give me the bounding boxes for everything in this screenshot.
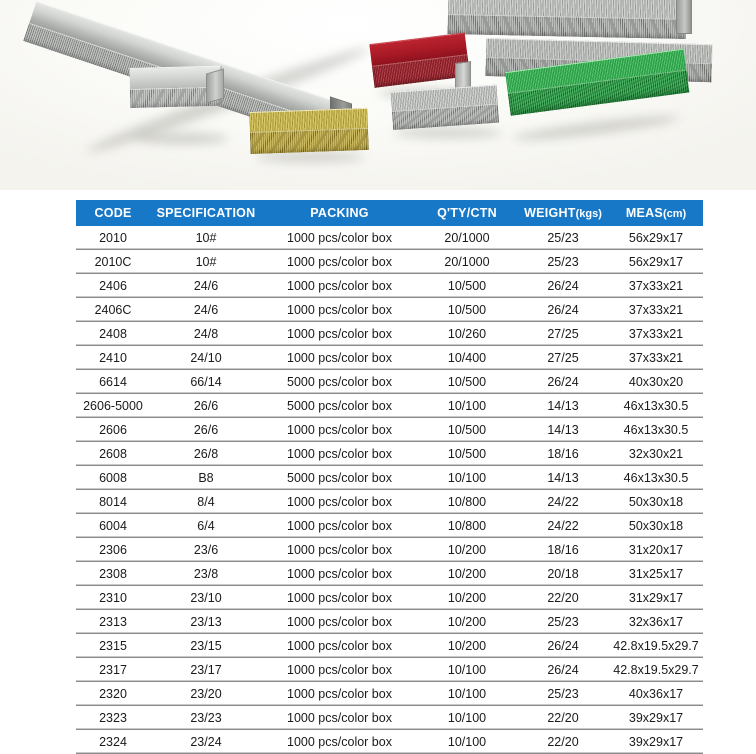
cell-code: 2406 (76, 274, 150, 298)
table-row (76, 586, 703, 610)
cell-code: 2317 (76, 658, 150, 682)
table-row (76, 730, 703, 754)
cell-weight: 26/24 (517, 274, 609, 298)
table-row (76, 466, 703, 490)
cell-specification: 23/23 (150, 706, 262, 730)
table-row (76, 274, 703, 298)
cell-weight: 27/25 (517, 322, 609, 346)
cell-packing: 1000 pcs/color box (262, 226, 417, 250)
column-header-meas-label: MEAS (625, 206, 663, 220)
cell-specification: 24/6 (150, 298, 262, 322)
cell-code: 2313 (76, 610, 150, 634)
cell-meas: 37x33x21 (609, 346, 703, 370)
cell-weight: 25/23 (517, 682, 609, 706)
cell-code: 2608 (76, 442, 150, 466)
cell-qty-ctn: 10/200 (417, 610, 517, 634)
cell-code: 6614 (76, 370, 150, 394)
column-header-code-label: CODE (94, 206, 132, 220)
cell-qty-ctn: 10/100 (417, 706, 517, 730)
cell-code: 2323 (76, 706, 150, 730)
table-row (76, 394, 703, 418)
cell-packing: 1000 pcs/color box (262, 514, 417, 538)
cell-qty-ctn: 10/800 (417, 514, 517, 538)
column-header-weight-unit: (kgs) (575, 208, 602, 220)
cell-packing: 5000 pcs/color box (262, 466, 417, 490)
cell-packing: 1000 pcs/color box (262, 706, 417, 730)
cell-packing: 1000 pcs/color box (262, 346, 417, 370)
cell-code: 2010C (76, 250, 150, 274)
table-row (76, 538, 703, 562)
cell-packing: 1000 pcs/color box (262, 250, 417, 274)
cell-specification: 26/8 (150, 442, 262, 466)
cell-meas: 56x29x17 (609, 226, 703, 250)
cell-code: 6008 (76, 466, 150, 490)
cell-weight: 18/16 (517, 538, 609, 562)
table-row (76, 562, 703, 586)
table-row (76, 250, 703, 274)
table-row (76, 298, 703, 322)
cell-qty-ctn: 20/1000 (417, 226, 517, 250)
cell-meas: 46x13x30.5 (609, 418, 703, 442)
cell-specification: 23/13 (150, 610, 262, 634)
cell-specification: 23/6 (150, 538, 262, 562)
cell-weight: 26/24 (517, 634, 609, 658)
cell-meas: 37x33x21 (609, 322, 703, 346)
product-photo (0, 0, 756, 190)
column-header-packing-label: PACKING (310, 206, 369, 220)
shadow-bottom-silver (394, 128, 502, 138)
cell-specification: 23/20 (150, 682, 262, 706)
cell-weight: 25/23 (517, 226, 609, 250)
cell-qty-ctn: 10/800 (417, 490, 517, 514)
cell-specification: 10# (150, 226, 262, 250)
column-header-packing (262, 200, 417, 226)
cell-weight: 22/20 (517, 706, 609, 730)
cell-packing: 1000 pcs/color box (262, 562, 417, 586)
table-row (76, 634, 703, 658)
cell-weight: 14/13 (517, 418, 609, 442)
cell-meas: 40x30x20 (609, 370, 703, 394)
cell-meas: 31x25x17 (609, 562, 703, 586)
cell-code: 2315 (76, 634, 150, 658)
cell-meas: 32x36x17 (609, 610, 703, 634)
cell-weight: 24/22 (517, 514, 609, 538)
cell-qty-ctn: 10/500 (417, 298, 517, 322)
cell-qty-ctn: 10/200 (417, 586, 517, 610)
column-header-code (76, 200, 150, 226)
cell-specification: 24/6 (150, 274, 262, 298)
specification-table (76, 200, 703, 754)
cell-weight: 25/23 (517, 250, 609, 274)
cell-weight: 14/13 (517, 466, 609, 490)
cell-code: 2010 (76, 226, 150, 250)
cell-specification: 10# (150, 250, 262, 274)
top-right-strip-end-cap (676, 0, 692, 34)
red-strip-end-cap (455, 61, 471, 89)
cell-meas: 31x20x17 (609, 538, 703, 562)
cell-weight: 26/24 (517, 658, 609, 682)
column-header-weight (517, 200, 609, 226)
table-row (76, 658, 703, 682)
cell-packing: 1000 pcs/color box (262, 634, 417, 658)
cell-specification: 26/6 (150, 394, 262, 418)
cell-weight: 24/22 (517, 490, 609, 514)
cell-weight: 20/18 (517, 562, 609, 586)
cell-code: 2324 (76, 730, 150, 754)
cell-specification: 23/24 (150, 730, 262, 754)
table-row (76, 490, 703, 514)
cell-weight: 18/16 (517, 442, 609, 466)
cell-weight: 26/24 (517, 298, 609, 322)
cell-specification: 6/4 (150, 514, 262, 538)
cell-packing: 1000 pcs/color box (262, 322, 417, 346)
cell-qty-ctn: 10/200 (417, 562, 517, 586)
cell-specification: 23/15 (150, 634, 262, 658)
cell-code: 2308 (76, 562, 150, 586)
table-row (76, 682, 703, 706)
cell-meas: 37x33x21 (609, 298, 703, 322)
cell-meas: 50x30x18 (609, 490, 703, 514)
cell-code: 2406C (76, 298, 150, 322)
table-header-row (76, 200, 703, 226)
cell-meas: 56x29x17 (609, 250, 703, 274)
column-header-weight-label: WEIGHT (524, 206, 576, 220)
table-row (76, 322, 703, 346)
specification-table-wrapper (76, 200, 703, 754)
cell-weight: 26/24 (517, 370, 609, 394)
table-body (76, 226, 703, 754)
cell-packing: 1000 pcs/color box (262, 610, 417, 634)
cell-qty-ctn: 10/100 (417, 394, 517, 418)
table-row (76, 442, 703, 466)
cell-code: 2320 (76, 682, 150, 706)
column-header-meas (609, 200, 703, 226)
cell-qty-ctn: 10/100 (417, 730, 517, 754)
silver-staple-strip-top-right (448, 0, 687, 39)
cell-code: 2410 (76, 346, 150, 370)
cell-meas: 31x29x17 (609, 586, 703, 610)
gold-staple-strip (249, 108, 368, 154)
cell-packing: 1000 pcs/color box (262, 274, 417, 298)
cell-meas: 42.8x19.5x29.7 (609, 634, 703, 658)
cell-qty-ctn: 10/100 (417, 466, 517, 490)
table-header (76, 200, 703, 226)
cell-qty-ctn: 10/200 (417, 538, 517, 562)
cell-qty-ctn: 20/1000 (417, 250, 517, 274)
table-row (76, 706, 703, 730)
cell-meas: 42.8x19.5x29.7 (609, 658, 703, 682)
cell-packing: 5000 pcs/color box (262, 394, 417, 418)
column-header-qty-ctn-label: Q'TY/CTN (437, 206, 497, 220)
cell-meas: 39x29x17 (609, 730, 703, 754)
column-header-specification-label: SPECIFICATION (156, 206, 256, 220)
cell-qty-ctn: 10/500 (417, 418, 517, 442)
table-row (76, 226, 703, 250)
cell-packing: 1000 pcs/color box (262, 418, 417, 442)
cell-specification: 23/10 (150, 586, 262, 610)
cell-packing: 1000 pcs/color box (262, 298, 417, 322)
cell-specification: 26/6 (150, 418, 262, 442)
cell-packing: 1000 pcs/color box (262, 538, 417, 562)
cell-meas: 40x36x17 (609, 682, 703, 706)
strip-ribbed-face (250, 128, 369, 154)
cell-packing: 1000 pcs/color box (262, 730, 417, 754)
cell-meas: 37x33x21 (609, 274, 703, 298)
cell-weight: 14/13 (517, 394, 609, 418)
cell-packing: 1000 pcs/color box (262, 658, 417, 682)
table-row (76, 514, 703, 538)
column-header-qty-ctn (417, 200, 517, 226)
cell-packing: 1000 pcs/color box (262, 442, 417, 466)
column-header-meas-unit: (cm) (662, 208, 687, 220)
cell-qty-ctn: 10/500 (417, 370, 517, 394)
cell-code: 2310 (76, 586, 150, 610)
cell-specification: 24/8 (150, 322, 262, 346)
cell-weight: 22/20 (517, 586, 609, 610)
cell-qty-ctn: 10/500 (417, 442, 517, 466)
cell-meas: 46x13x30.5 (609, 466, 703, 490)
cell-qty-ctn: 10/100 (417, 658, 517, 682)
cell-specification: 23/17 (150, 658, 262, 682)
cell-weight: 22/20 (517, 730, 609, 754)
table-row (76, 346, 703, 370)
cell-meas: 46x13x30.5 (609, 394, 703, 418)
shadow-short-left (136, 133, 228, 144)
cell-meas: 50x30x18 (609, 514, 703, 538)
cell-qty-ctn: 10/200 (417, 634, 517, 658)
cell-code: 2606-5000 (76, 394, 150, 418)
short-left-strip-end-cap (206, 68, 224, 103)
cell-qty-ctn: 10/260 (417, 322, 517, 346)
cell-specification: 24/10 (150, 346, 262, 370)
cell-weight: 25/23 (517, 610, 609, 634)
cell-specification: B8 (150, 466, 262, 490)
cell-code: 6004 (76, 514, 150, 538)
shadow-gold (256, 152, 364, 162)
cell-specification: 66/14 (150, 370, 262, 394)
cell-qty-ctn: 10/400 (417, 346, 517, 370)
cell-packing: 1000 pcs/color box (262, 682, 417, 706)
cell-code: 2606 (76, 418, 150, 442)
cell-code: 2306 (76, 538, 150, 562)
cell-code: 2408 (76, 322, 150, 346)
cell-meas: 32x30x21 (609, 442, 703, 466)
cell-qty-ctn: 10/100 (417, 682, 517, 706)
cell-weight: 27/25 (517, 346, 609, 370)
cell-code: 8014 (76, 490, 150, 514)
table-row (76, 418, 703, 442)
cell-packing: 5000 pcs/color box (262, 370, 417, 394)
cell-qty-ctn: 10/500 (417, 274, 517, 298)
table-row (76, 610, 703, 634)
cell-specification: 8/4 (150, 490, 262, 514)
cell-packing: 1000 pcs/color box (262, 586, 417, 610)
short-silver-staple-strip-bottom (391, 85, 499, 130)
cell-meas: 39x29x17 (609, 706, 703, 730)
cell-specification: 23/8 (150, 562, 262, 586)
column-header-specification (150, 200, 262, 226)
cell-packing: 1000 pcs/color box (262, 490, 417, 514)
table-row (76, 370, 703, 394)
